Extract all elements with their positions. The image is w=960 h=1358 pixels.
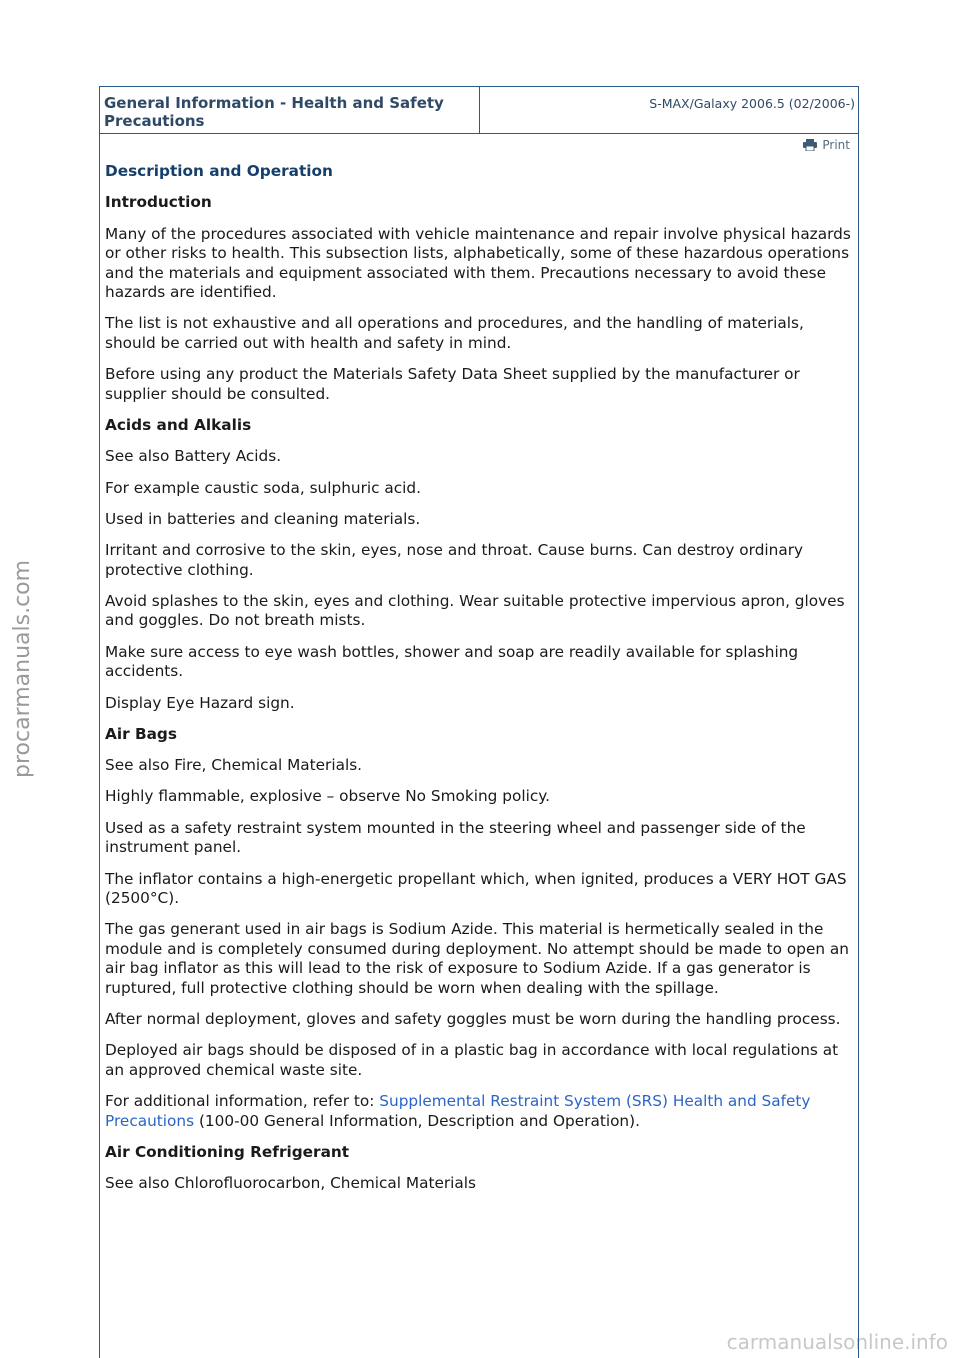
printer-icon — [803, 139, 817, 151]
document-body — [100, 156, 858, 1194]
heading-introduction: Introduction — [105, 193, 212, 212]
paragraph: See also Battery Acids. — [105, 447, 282, 466]
reference-paragraph — [105, 1092, 852, 1131]
heading-air-bags: Air Bags — [105, 724, 177, 743]
paragraph: Deployed air bags should be disposed of in a plastic bag in accordance with local regulations at an approved chemical waste site. — [105, 1041, 839, 1079]
print-label: Print — [822, 138, 850, 152]
bottom-watermark: carmanualsonline.info — [726, 1330, 948, 1354]
paragraph: Used as a safety restraint system mounted in the steering wheel and passenger side of the instrument panel. — [105, 818, 806, 857]
paragraph: Used in batteries and cleaning materials. — [105, 509, 421, 528]
reference-suffix: (100-00 General Information, Description and Operation). — [194, 1111, 640, 1130]
paragraph: Before using any product the Materials Safety Data Sheet supplied by the manufacturer or supplier should be consulted. — [105, 365, 800, 403]
print-toolbar — [100, 134, 858, 156]
section-title: Description and Operation — [105, 162, 333, 180]
srs-safety-link[interactable]: Supplemental Restraint System (SRS) Health and Safety Precautions — [105, 1092, 811, 1130]
side-watermark-text: procarmanuals.com — [10, 559, 35, 778]
heading-acids-alkalis: Acids and Alkalis — [105, 415, 252, 434]
paragraph: Avoid splashes to the skin, eyes and clothing. Wear suitable protective impervious apron, gloves and goggles. Do not breath mists. — [105, 591, 845, 630]
paragraph: Irritant and corrosive to the skin, eyes, nose and throat. Cause burns. Can destroy ordinary protective clothing. — [105, 541, 804, 579]
paragraph: Make sure access to eye wash bottles, shower and soap are readily available for splashing accidents. — [105, 642, 799, 681]
side-watermark — [8, 520, 38, 780]
document-title: General Information - Health and Safety Precautions — [100, 87, 480, 133]
paragraph: The list is not exhaustive and all operations and procedures, and the handling of materials, should be carried out with health and safety in mind. — [105, 314, 804, 352]
paragraph: See also Fire, Chemical Materials. — [105, 756, 363, 775]
vehicle-model: S-MAX/Galaxy 2006.5 (02/2006-) — [649, 96, 855, 111]
heading-air-conditioning-refrigerant: Air Conditioning Refrigerant — [105, 1143, 350, 1162]
document-frame — [99, 86, 859, 1358]
paragraph: Highly flammable, explosive – observe No Smoking policy. — [105, 787, 550, 806]
paragraph: After normal deployment, gloves and safety goggles must be worn during the handling process. — [105, 1010, 841, 1029]
paragraph: The inflator contains a high-energetic propellant which, when ignited, produces a VERY HOT GAS (2500°C). — [105, 869, 847, 908]
paragraph: For example caustic soda, sulphuric acid. — [105, 478, 422, 497]
paragraph: Display Eye Hazard sign. — [105, 693, 295, 712]
paragraph: See also Chlorofluorocarbon, Chemical Materials — [105, 1174, 477, 1193]
reference-prefix: For additional information, refer to: — [105, 1092, 380, 1111]
paragraph: Many of the procedures associated with vehicle maintenance and repair involve physical hazards or other risks to health. This subsection lists, alphabetically, some of these hazardous operations and the materials and equipment associated with them. Precautions necessary to avoid these hazards are identified. — [105, 224, 851, 302]
document-header — [100, 87, 858, 134]
paragraph: The gas generant used in air bags is Sodium Azide. This material is hermetically sealed in the module and is completely consumed during deployment. No attempt should be made to open an air bag inflator as this will lead to the risk of exposure to Sodium Azide. If a gas generator is ruptured, full protective clothing should be worn when dealing with the spillage. — [105, 920, 849, 997]
print-button[interactable] — [803, 138, 850, 152]
